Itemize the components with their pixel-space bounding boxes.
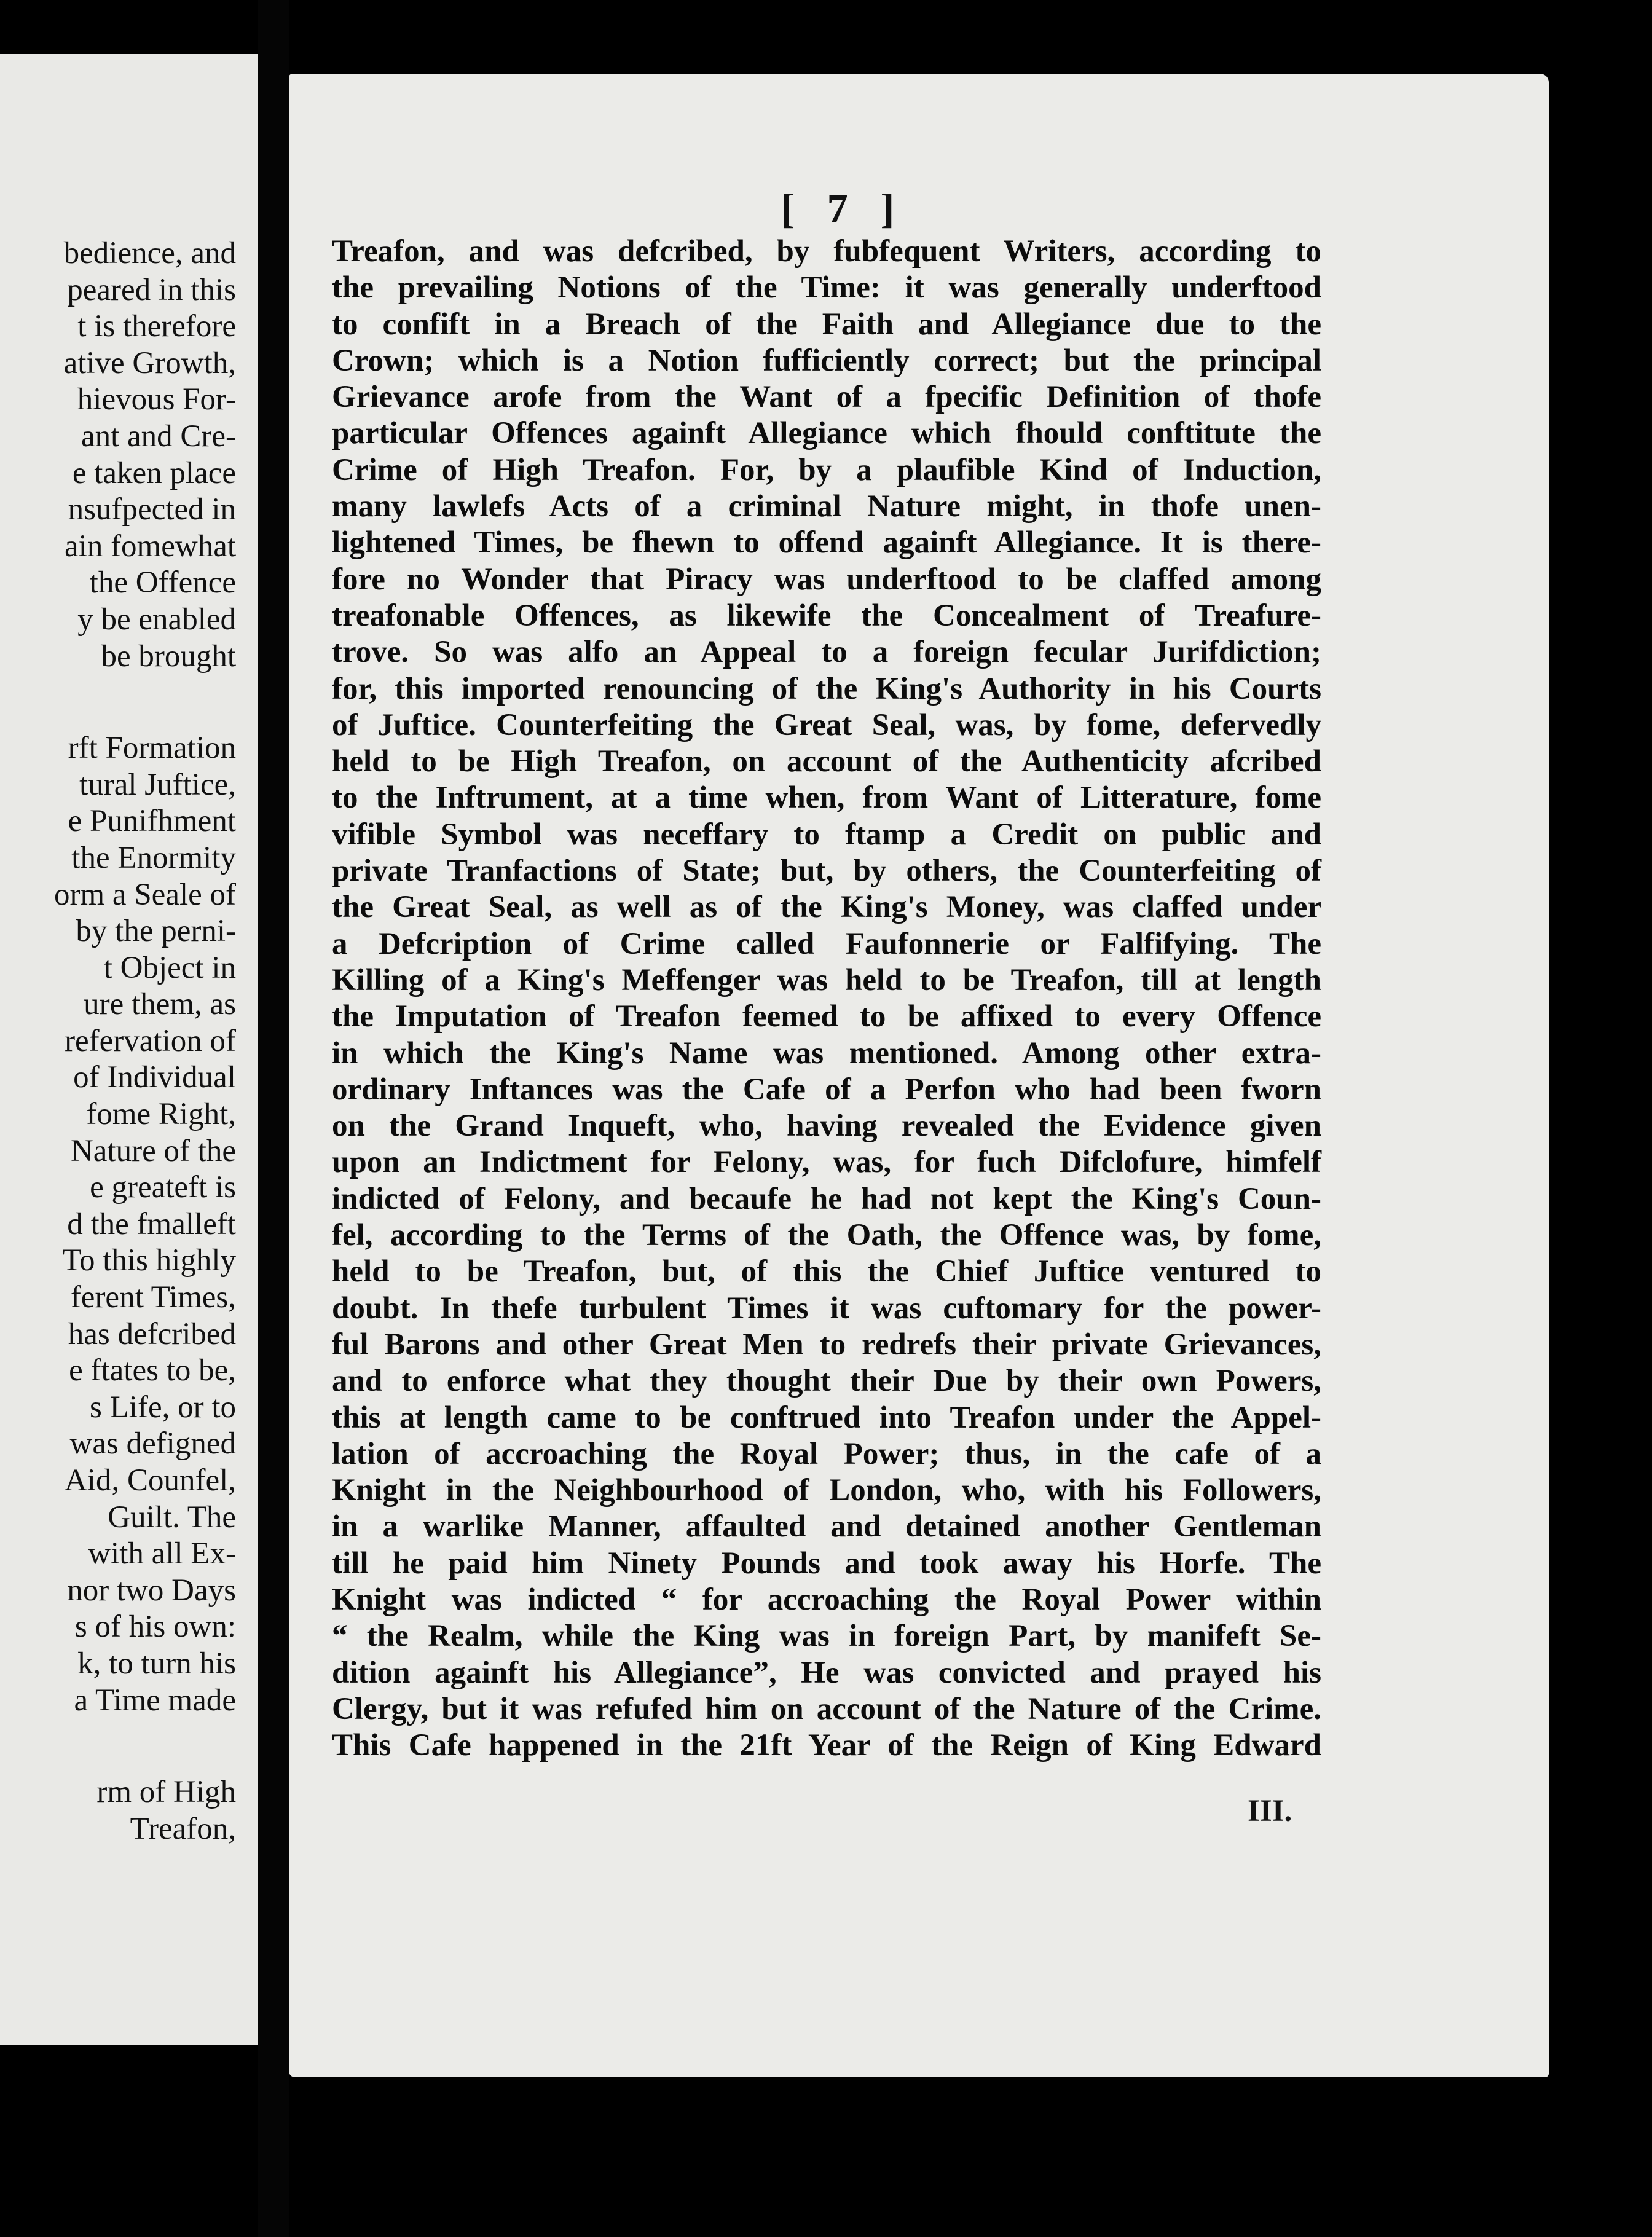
left-page-line: rft Formation	[68, 731, 236, 766]
left-page-text	[0, 235, 236, 1847]
left-page-line: Aid, Counfel,	[64, 1463, 236, 1498]
left-page-line: with all Ex-	[88, 1536, 236, 1571]
left-page-line: a Time made	[74, 1683, 236, 1718]
left-page-line: the Offence	[89, 565, 236, 600]
left-page-line: hievous For-	[77, 382, 236, 417]
left-page-line: has defcribed	[68, 1316, 236, 1351]
text-line: held to be Treafon, but, of this the Chief Juftice ventured to	[332, 1254, 1321, 1289]
left-page-line: t Object in	[103, 950, 236, 985]
left-page-line: the Enormity	[71, 840, 236, 875]
text-line: and to enforce what they thought their Due by their own Powers,	[332, 1364, 1321, 1399]
body-text	[332, 234, 1321, 1764]
left-page-line: peared in this	[67, 272, 236, 307]
left-page-line: ain fomewhat	[65, 529, 236, 564]
page-number: [ 7 ]	[781, 185, 906, 232]
text-line: Treafon, and was defcribed, by fubfequent Writers, according to	[332, 234, 1321, 269]
left-page-line: s Life, or to	[90, 1390, 236, 1425]
text-line: to the Inftrument, at a time when, from Want of Litterature, fome	[332, 780, 1321, 816]
text-line: This Cafe happened in the 21ft Year of the Reign of King Edward	[332, 1728, 1321, 1763]
left-page-line: rm of High	[96, 1775, 236, 1810]
left-page-line: k, to turn his	[77, 1646, 236, 1681]
left-page-line: ferent Times,	[70, 1280, 236, 1315]
text-line: the Great Seal, as well as of the King's Money, was claffed under	[332, 890, 1321, 925]
text-line: fore no Wonder that Piracy was underftood to be claffed among	[332, 562, 1321, 597]
text-line: dition againft his Allegiance”, He was convicted and prayed his	[332, 1655, 1321, 1690]
text-line: private Tranfactions of State; but, by others, the Counterfeiting of	[332, 854, 1321, 889]
left-page-line: was defigned	[69, 1426, 236, 1461]
text-line: “ the Realm, while the King was in foreign Part, by manifeft Se-	[332, 1619, 1321, 1654]
text-line: fel, according to the Terms of the Oath, the Offence was, by fome,	[332, 1218, 1321, 1253]
left-page-line: t is therefore	[77, 309, 236, 344]
text-line: of Juftice. Counterfeiting the Great Seal, was, by fome, defervedly	[332, 707, 1321, 742]
left-page-line: nsufpected in	[68, 492, 236, 527]
text-line: many lawlefs Acts of a criminal Nature might, in thofe unen-	[332, 489, 1321, 524]
left-page-fragment	[0, 54, 258, 2045]
catchword: III.	[1248, 1794, 1292, 1828]
text-line: particular Offences againft Allegiance which fhould conftitute the	[332, 416, 1321, 451]
text-line: upon an Indictment for Felony, was, for fuch Difclofure, himfelf	[332, 1145, 1321, 1180]
left-page-line: refervation of	[65, 1023, 236, 1058]
text-line: doubt. In thefe turbulent Times it was cuftomary for the power-	[332, 1291, 1321, 1326]
left-page-line: Nature of the	[70, 1133, 236, 1168]
text-line: ful Barons and other Great Men to redrefs their private Grievances,	[332, 1327, 1321, 1362]
text-line: in a warlike Manner, affaulted and detained another Gentleman	[332, 1509, 1321, 1544]
binding-gutter	[258, 0, 289, 2237]
text-line: indicted of Felony, and becaufe he had not kept the King's Coun-	[332, 1181, 1321, 1216]
left-page-line: by the perni-	[76, 914, 236, 949]
left-page-line: fome Right,	[86, 1097, 236, 1132]
text-line: trove. So was alfo an Appeal to a foreign fecular Jurifdiction;	[332, 635, 1321, 670]
left-page-line: d the fmalleft	[67, 1206, 236, 1241]
text-line: Knight was indicted “ for accroaching the Royal Power within	[332, 1582, 1321, 1617]
left-page-line: nor two Days	[67, 1573, 236, 1608]
text-line: vifible Symbol was neceffary to ftamp a Credit on public and	[332, 817, 1321, 852]
left-page-line: orm a Seale of	[54, 877, 236, 912]
left-page-line: be brought	[101, 639, 236, 674]
left-page-line: bedience, and	[63, 236, 236, 270]
left-page-line: e Punifhment	[68, 804, 236, 839]
left-page-line: Guilt. The	[108, 1500, 236, 1535]
left-page-line: e greateft is	[90, 1170, 236, 1205]
text-line: treafonable Offences, as likewife the Concealment of Treafure-	[332, 598, 1321, 633]
left-page-line: ure them, as	[84, 987, 236, 1022]
paragraph-gap	[0, 675, 236, 730]
text-line: Clergy, but it was refufed him on account of the Nature of the Crime.	[332, 1691, 1321, 1726]
text-line: this at length came to be conftrued into Treafon under the Appel-	[332, 1400, 1321, 1435]
left-page-line: ant and Cre-	[81, 419, 236, 454]
left-page-line: y be enabled	[77, 602, 236, 637]
text-line: for, this imported renouncing of the King's Authority in his Courts	[332, 671, 1321, 706]
left-page-line: of Individual	[73, 1060, 236, 1095]
text-line: till he paid him Ninety Pounds and took away his Horfe. The	[332, 1546, 1321, 1581]
text-line: Crime of High Treafon. For, by a plaufible Kind of Induction,	[332, 452, 1321, 487]
text-line: the prevailing Notions of the Time: it was generally underftood	[332, 270, 1321, 305]
left-page-line: s of his own:	[74, 1610, 236, 1645]
left-page-line: To this highly	[62, 1243, 236, 1278]
text-line: ordinary Inftances was the Cafe of a Perfon who had been fworn	[332, 1072, 1321, 1107]
text-line: held to be High Treafon, on account of the Authenticity afcribed	[332, 744, 1321, 779]
text-line: Knight in the Neighbourhood of London, who, with his Followers,	[332, 1473, 1321, 1508]
left-page-line: tural Juftice,	[79, 767, 236, 802]
text-line: a Defcription of Crime called Faufonnerie or Falfifying. The	[332, 926, 1321, 961]
text-line: Killing of a King's Meffenger was held to be Treafon, till at length	[332, 962, 1321, 997]
text-line: in which the King's Name was mentioned. Among other extra-	[332, 1036, 1321, 1071]
text-line: lation of accroaching the Royal Power; thus, in the cafe of a	[332, 1436, 1321, 1471]
left-page-line: ative Growth,	[63, 345, 236, 380]
left-page-line: Treafon,	[130, 1811, 236, 1846]
text-line: Crown; which is a Notion fufficiently correct; but the principal	[332, 343, 1321, 378]
left-page-line: e taken place	[72, 455, 236, 490]
text-line: on the Grand Inqueft, who, having revealed the Evidence given	[332, 1109, 1321, 1144]
text-line: lightened Times, be fhewn to offend againft Allegiance. It is there-	[332, 525, 1321, 560]
paragraph-gap	[0, 1719, 236, 1774]
text-line: the Imputation of Treafon feemed to be affixed to every Offence	[332, 999, 1321, 1034]
left-page-line: e ftates to be,	[69, 1353, 236, 1388]
text-line: Grievance arofe from the Want of a fpecific Definition of thofe	[332, 380, 1321, 415]
text-line: to confift in a Breach of the Faith and Allegiance due to the	[332, 307, 1321, 342]
